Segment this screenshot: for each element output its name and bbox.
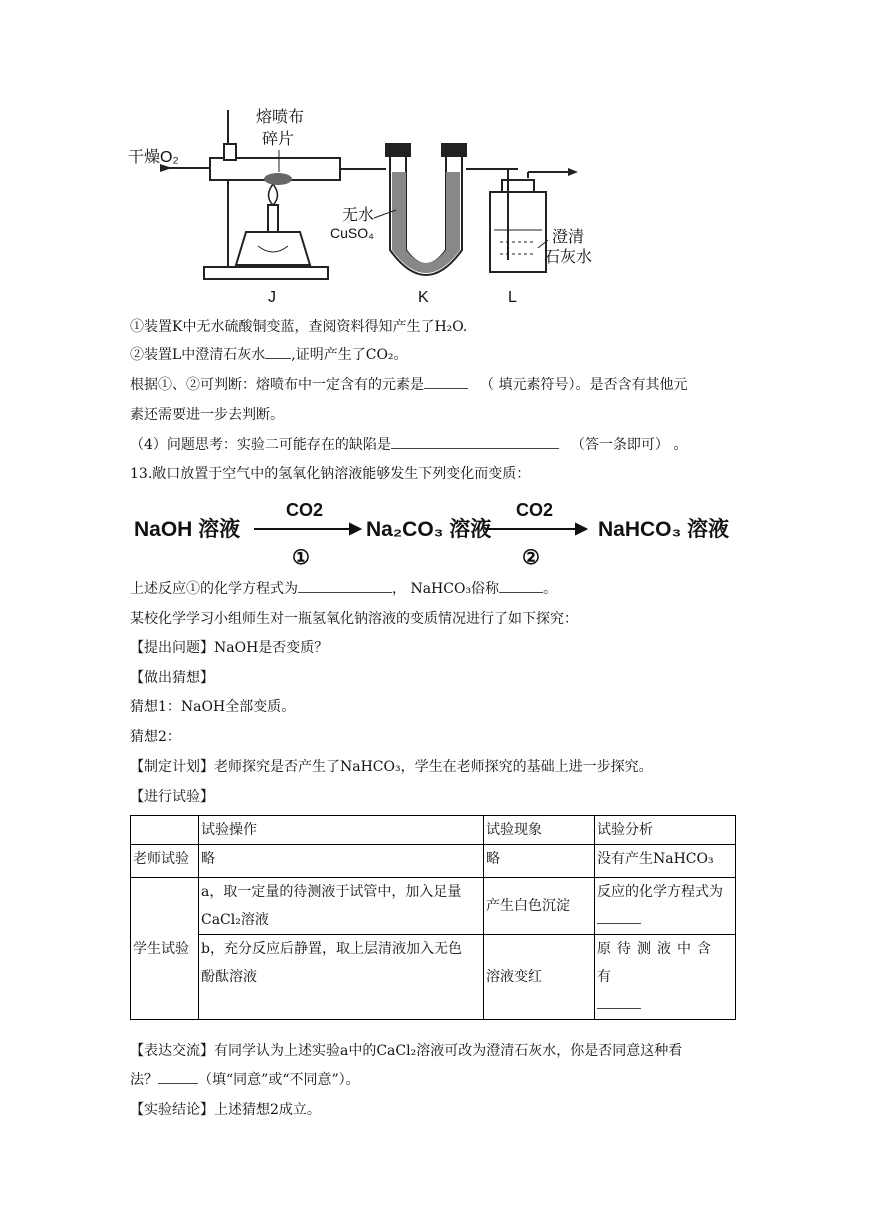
- text-p6: 13.敞口放置于空气中的氢氧化钠溶液能够发生下列变化而变质：: [130, 466, 531, 482]
- table-header-cell: [131, 816, 199, 845]
- label-meltblown-1: 熔喷布: [256, 109, 305, 126]
- reaction-scheme: [128, 494, 738, 574]
- text-p5: （4）问题思考：实验二可能存在的缺陷是 （答一条即可） 。: [130, 437, 688, 453]
- text-p14: 【进行试验】: [130, 789, 214, 805]
- teacher-analysis: 没有产生NaHCO₃: [595, 845, 736, 878]
- table-row: [131, 935, 736, 1020]
- text-p17: 【实验结论】上述猜想2成立。: [130, 1102, 321, 1118]
- student-a-analysis: 反应的化学方程式为: [595, 878, 736, 935]
- teacher-op: 略: [199, 845, 484, 878]
- text-p2: ②装置L中澄清石灰水 ,证明产生了CO₂。: [130, 347, 408, 363]
- label-meltblown-2: 碎片: [262, 131, 295, 148]
- table-header-cell: 试验操作: [199, 816, 484, 845]
- label-j: J: [268, 289, 276, 306]
- eq-nahco3: NaHCO₃ 溶液: [598, 518, 730, 541]
- label-l: L: [508, 289, 517, 306]
- student-b-analysis: 原待测液中含有: [595, 935, 736, 1020]
- text-p16: 法？ （填“同意”或“不同意”）。: [130, 1072, 360, 1088]
- text-p11: 猜想1：NaOH全部变质。: [130, 699, 296, 715]
- text-p10: 【做出猜想】: [130, 670, 214, 686]
- eq-co2-2: CO2: [516, 500, 554, 520]
- text-p9: 【提出问题】NaOH是否变质？: [130, 640, 329, 656]
- eq-co2-1: CO2: [286, 500, 324, 520]
- eq-step2: ②: [522, 547, 540, 569]
- label-k: K: [418, 289, 429, 306]
- text-p4: 素还需要进一步去判断。: [130, 407, 284, 423]
- student-label: 学生试验: [131, 878, 199, 1020]
- text-p3: 根据①、②可判断：熔喷布中一定含有的元素是 （ 填元素符号）。是否含有其他元: [130, 377, 688, 393]
- label-dry-o2: 干燥O₂: [128, 149, 179, 166]
- label-limewater-2: 石灰水: [544, 249, 593, 266]
- table-row: [131, 845, 736, 878]
- bottle: [490, 192, 546, 272]
- teacher-phen: 略: [484, 845, 595, 878]
- stand-base: [204, 267, 328, 279]
- teacher-label: 老师试验: [131, 845, 199, 878]
- student-a-op: a，取一定量的待测液于试管中，加入足量 CaCl₂溶液: [199, 878, 484, 935]
- label-anhydrous-1: 无水: [342, 207, 375, 224]
- alcohol-lamp: [236, 232, 310, 265]
- text-p13: 【制定计划】老师探究是否产生了NaHCO₃，学生在老师探究的基础上进一步探究。: [130, 759, 653, 775]
- table-header-cell: 试验分析: [595, 816, 736, 845]
- eq-na2co3: Na₂CO₃ 溶液: [366, 518, 492, 541]
- apparatus-diagram: [128, 100, 608, 308]
- text-p1: ①装置K中无水硫酸铜变蓝，查阅资料得知产生了H₂O.: [130, 319, 468, 335]
- text-p8: 某校化学学习小组师生对一瓶氢氧化钠溶液的变质情况进行了如下探究：: [130, 611, 578, 627]
- label-limewater-1: 澄清: [552, 229, 585, 246]
- text-p7: 上述反应①的化学方程式为 ， NaHCO₃俗称 。: [130, 581, 558, 597]
- text-p15: 【表达交流】有同学认为上述实验a中的CaCl₂溶液可改为澄清石灰水，你是否同意这种看: [130, 1043, 683, 1059]
- eq-naoh: NaOH 溶液: [134, 518, 241, 541]
- eq-step1: ①: [292, 547, 310, 569]
- student-b-phen: 溶液变红: [484, 935, 595, 1020]
- label-anhydrous-2: CuSO₄: [330, 225, 374, 241]
- student-b-op: b，充分反应后静置，取上层清液加入无色 酚酞溶液: [199, 935, 484, 1020]
- student-a-phen: 产生白色沉淀: [484, 878, 595, 935]
- table-header-cell: 试验现象: [484, 816, 595, 845]
- table-header-row: [131, 816, 736, 845]
- text-p12: 猜想2：: [130, 729, 181, 745]
- experiment-table: [130, 815, 736, 1020]
- table-row: [131, 878, 736, 935]
